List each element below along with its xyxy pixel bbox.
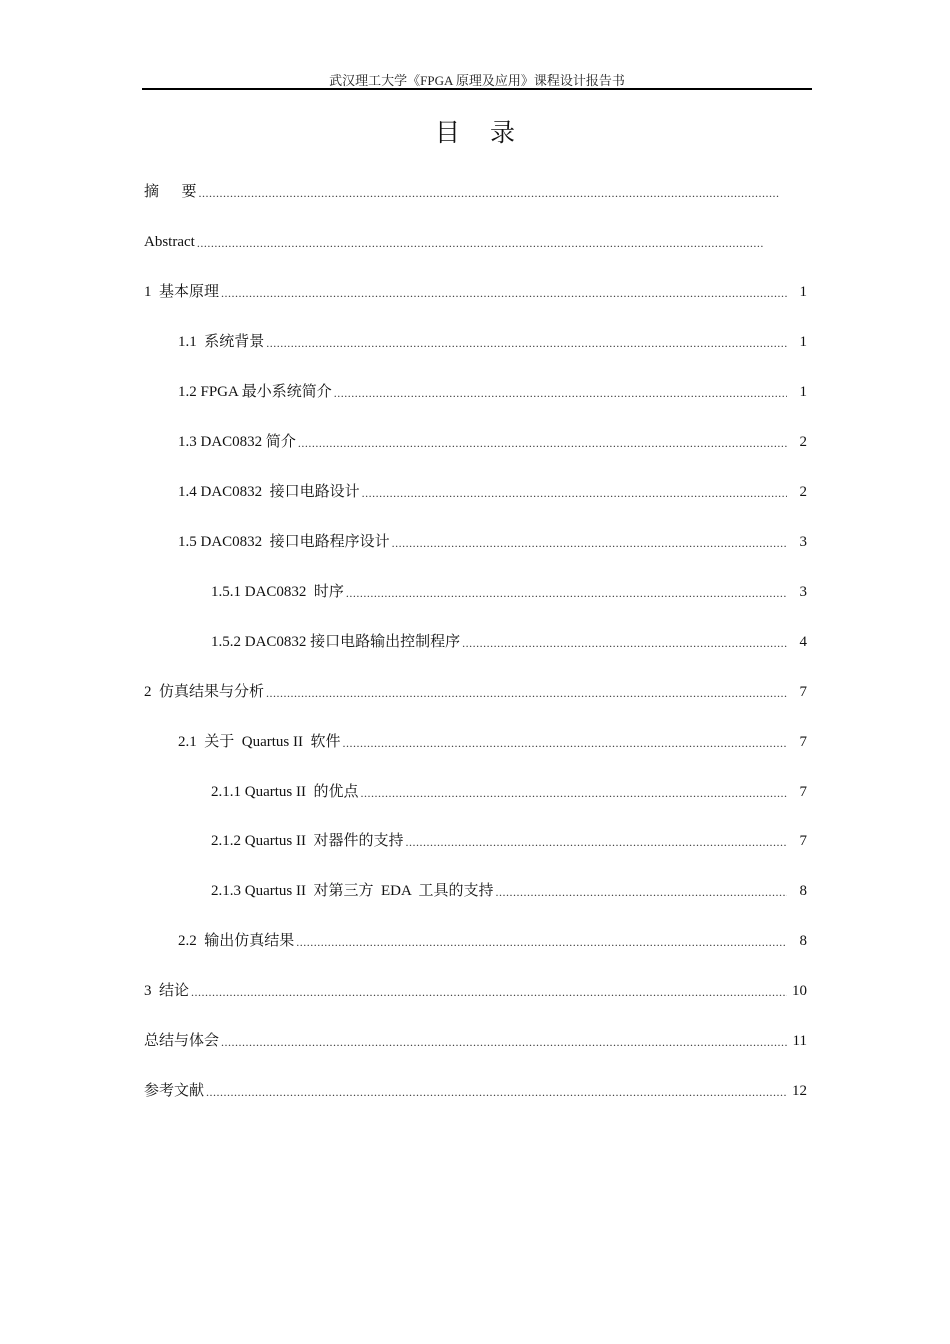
toc-leader-dots — [206, 1083, 787, 1101]
toc-entry-references[interactable] — [144, 1079, 807, 1101]
toc-entry-page: 1 — [799, 284, 807, 300]
toc-entry-label: 2.1.2 Quartus II 对器件的支持 — [211, 833, 404, 849]
toc-entry-2-1-1[interactable] — [211, 780, 807, 802]
toc-leader-dots — [346, 584, 787, 602]
toc-entry-label: 2.1.3 Quartus II 对第三方 EDA 工具的支持 — [211, 883, 494, 899]
toc-entry-chapter-2[interactable] — [144, 680, 807, 702]
toc-entry-page: 10 — [792, 983, 807, 999]
toc-entry-page: 7 — [799, 684, 807, 700]
toc-entry-chapter-3[interactable] — [144, 979, 807, 1001]
toc-leader-dots — [191, 983, 787, 1001]
toc-entry-page: 7 — [799, 734, 807, 750]
toc-entry-page: 11 — [792, 1033, 807, 1049]
toc-entry-2-2[interactable] — [178, 929, 807, 951]
toc-entry-1-4[interactable] — [178, 480, 807, 502]
toc-leader-dots — [334, 384, 787, 402]
toc-leader-dots — [266, 334, 787, 352]
toc-entry-1-3[interactable] — [178, 430, 807, 452]
toc-entry-label: 2 仿真结果与分析 — [144, 684, 265, 700]
toc-entry-label: 参考文献 — [144, 1083, 205, 1099]
toc-entry-1-2[interactable] — [178, 380, 807, 402]
toc-entry-page: 8 — [799, 883, 807, 899]
toc-entry-label: 1.3 DAC0832 简介 — [178, 434, 296, 450]
toc-leader-dots — [221, 1033, 787, 1051]
toc-leader-dots — [296, 933, 787, 951]
header-rule — [142, 88, 812, 90]
toc-entry-page: 7 — [799, 833, 807, 849]
toc-entry-2-1-3[interactable] — [211, 879, 807, 901]
toc-leader-dots — [221, 284, 787, 302]
toc-entry-1-1[interactable] — [178, 330, 807, 352]
toc-leader-dots — [266, 684, 787, 702]
toc-leader-dots — [362, 484, 787, 502]
toc-entry-page: 2 — [799, 434, 807, 450]
toc-entry-page: 3 — [799, 534, 807, 550]
toc-leader-dots — [360, 784, 787, 802]
toc-leader-dots — [298, 434, 787, 452]
toc-leader-dots — [405, 833, 787, 851]
toc-entry-label: 1 基本原理 — [144, 284, 220, 300]
toc-entry-page: 1 — [799, 334, 807, 350]
toc-leader-dots — [392, 534, 787, 552]
toc-entry-label: 2.2 输出仿真结果 — [178, 933, 295, 949]
toc-entry-label: 总结与体会 — [144, 1033, 220, 1049]
toc-entry-label: 1.5.2 DAC0832 接口电路输出控制程序 — [211, 634, 461, 650]
toc-entry-page: 1 — [799, 384, 807, 400]
page-title: 目录 — [434, 118, 545, 147]
toc-entry-page: 2 — [799, 484, 807, 500]
toc-entry-label: 2.1 关于 Quartus II 软件 — [178, 734, 341, 750]
toc-leader-dots — [199, 184, 780, 202]
toc-leader-dots — [462, 634, 787, 652]
toc-entry-1-5[interactable] — [178, 530, 807, 552]
toc-entry-page: 12 — [792, 1083, 807, 1099]
toc-entry-page: 3 — [799, 584, 807, 600]
toc-entry-label: Abstract — [144, 234, 195, 250]
running-header: 武汉理工大学《FPGA 原理及应用》课程设计报告书 — [329, 73, 625, 88]
toc-entry-summary[interactable] — [144, 1029, 807, 1051]
toc-entry-label: 2.1.1 Quartus II 的优点 — [211, 784, 359, 800]
toc-entry-label: 3 结论 — [144, 983, 190, 999]
toc-entry-label: 1.1 系统背景 — [178, 334, 265, 350]
toc-entry-1-5-1[interactable] — [211, 580, 807, 602]
toc-leader-dots — [342, 734, 787, 752]
toc-leader-dots — [197, 234, 764, 252]
toc-entry-page: 8 — [799, 933, 807, 949]
toc-entry-label: 摘 要 — [144, 184, 197, 200]
toc-entry-label: 1.2 FPGA 最小系统简介 — [178, 384, 332, 400]
toc-entry-page: 4 — [799, 634, 807, 650]
toc-entry-abstract-cn[interactable] — [144, 180, 800, 202]
toc-entry-label: 1.5 DAC0832 接口电路程序设计 — [178, 534, 390, 550]
toc-entry-label: 1.5.1 DAC0832 时序 — [211, 584, 344, 600]
toc-entry-chapter-1[interactable] — [144, 280, 807, 302]
toc-entry-2-1[interactable] — [178, 730, 807, 752]
toc-entry-2-1-2[interactable] — [211, 829, 807, 851]
toc-entry-page: 7 — [799, 784, 807, 800]
toc-leader-dots — [495, 883, 787, 901]
toc-entry-label: 1.4 DAC0832 接口电路设计 — [178, 484, 360, 500]
toc-entry-abstract[interactable] — [144, 230, 784, 252]
toc-entry-1-5-2[interactable] — [211, 630, 807, 652]
